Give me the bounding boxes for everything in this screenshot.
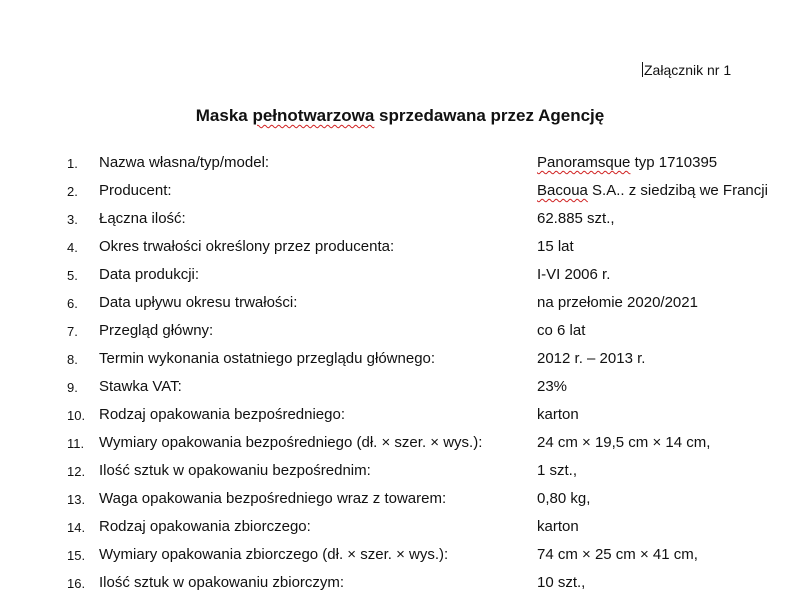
item-label: Ilość sztuk w opakowaniu bezpośrednim: bbox=[99, 462, 371, 479]
list-item bbox=[0, 178, 800, 206]
item-number: 8. bbox=[67, 352, 78, 367]
item-value-part: 24 cm × 19,5 cm × 14 cm, bbox=[537, 434, 711, 451]
item-number: 11. bbox=[67, 436, 85, 451]
item-number: 7. bbox=[67, 324, 78, 339]
item-value-part: I-VI 2006 r. bbox=[537, 266, 611, 283]
item-label: Nazwa własna/typ/model: bbox=[99, 154, 270, 171]
item-value-part: 74 cm × 25 cm × 41 cm, bbox=[537, 546, 698, 563]
item-value-part: karton bbox=[537, 406, 579, 423]
item-value-part: Panoramsque bbox=[537, 154, 631, 171]
item-number: 16. bbox=[67, 576, 86, 591]
item-label: Przegląd główny: bbox=[99, 322, 214, 339]
item-value-part: 23% bbox=[537, 378, 568, 395]
item-value bbox=[537, 350, 645, 367]
item-label: Waga opakowania bezpośredniego wraz z towarem: bbox=[99, 490, 447, 507]
item-value bbox=[537, 490, 590, 507]
list-item bbox=[0, 206, 800, 234]
item-value bbox=[537, 574, 585, 591]
item-number: 1. bbox=[67, 156, 78, 171]
item-number: 3. bbox=[67, 212, 78, 227]
item-value-part: karton bbox=[537, 518, 579, 535]
item-label: Rodzaj opakowania zbiorczego: bbox=[99, 518, 311, 535]
list-item bbox=[0, 290, 800, 318]
item-value-part: na przełomie 2020/2021 bbox=[537, 294, 698, 311]
list-item bbox=[0, 234, 800, 262]
item-value bbox=[537, 546, 698, 563]
item-value bbox=[537, 182, 768, 199]
list-item bbox=[0, 486, 800, 514]
item-number: 9. bbox=[67, 380, 78, 395]
item-value-part: 62.885 szt., bbox=[537, 210, 615, 227]
item-label: Data upływu okresu trwałości: bbox=[99, 294, 298, 311]
item-value bbox=[537, 518, 579, 535]
list-item bbox=[0, 430, 800, 458]
item-value bbox=[537, 294, 698, 311]
item-value-part: 1 szt., bbox=[537, 462, 578, 479]
spec-list bbox=[0, 150, 800, 598]
item-value-part: 2012 r. – 2013 r. bbox=[537, 350, 646, 367]
item-value bbox=[537, 462, 577, 479]
item-value bbox=[537, 434, 710, 451]
item-number: 4. bbox=[67, 240, 78, 255]
item-value-part: S.A.. z siedzibą we Francji bbox=[587, 182, 768, 199]
list-item bbox=[0, 542, 800, 570]
list-item bbox=[0, 318, 800, 346]
text-cursor bbox=[642, 62, 643, 77]
list-item bbox=[0, 346, 800, 374]
list-item bbox=[0, 570, 800, 598]
title-part: Maska bbox=[195, 106, 253, 125]
item-value bbox=[537, 238, 574, 255]
list-item bbox=[0, 374, 800, 402]
item-label: Data produkcji: bbox=[99, 266, 200, 283]
item-label: Ilość sztuk w opakowaniu zbiorczym: bbox=[99, 574, 345, 591]
item-number: 10. bbox=[67, 408, 86, 423]
list-item bbox=[0, 514, 800, 542]
annex-text: Załącznik nr 1 bbox=[644, 62, 732, 78]
item-label: Producent: bbox=[99, 182, 172, 199]
item-label: Termin wykonania ostatniego przeglądu głównego: bbox=[99, 350, 436, 367]
item-label: Wymiary opakowania zbiorczego (dł. × szer. × wys.): bbox=[99, 546, 449, 563]
item-value-part: 10 szt., bbox=[537, 574, 586, 591]
item-value-part: 15 lat bbox=[537, 238, 574, 255]
item-label: Wymiary opakowania bezpośredniego (dł. × szer. × wys.): bbox=[99, 434, 483, 451]
item-label: Rodzaj opakowania bezpośredniego: bbox=[99, 406, 346, 423]
item-number: 14. bbox=[67, 520, 86, 535]
item-value-part: 0,80 kg, bbox=[537, 490, 591, 507]
annex-label bbox=[642, 62, 731, 78]
item-value-part: typ 1710395 bbox=[630, 154, 718, 171]
item-number: 5. bbox=[67, 268, 78, 283]
item-label: Łączna ilość: bbox=[99, 210, 186, 227]
item-value bbox=[537, 378, 567, 395]
item-label: Okres trwałości określony przez producenta: bbox=[99, 238, 395, 255]
list-item bbox=[0, 150, 800, 178]
item-value bbox=[537, 406, 579, 423]
item-label: Stawka VAT: bbox=[99, 378, 182, 395]
title-part: sprzedawana przez Agencję bbox=[374, 106, 605, 125]
document-title bbox=[0, 106, 800, 126]
item-number: 12. bbox=[67, 464, 86, 479]
item-value bbox=[537, 322, 585, 339]
item-number: 13. bbox=[67, 492, 86, 507]
item-number: 2. bbox=[67, 184, 78, 199]
item-number: 6. bbox=[67, 296, 78, 311]
item-value-part: co 6 lat bbox=[537, 322, 586, 339]
item-value bbox=[537, 154, 717, 171]
list-item bbox=[0, 458, 800, 486]
item-number: 15. bbox=[67, 548, 86, 563]
item-value-part: Bacoua bbox=[537, 182, 588, 199]
list-item bbox=[0, 402, 800, 430]
item-value bbox=[537, 266, 610, 283]
item-value bbox=[537, 210, 615, 227]
title-part-spellcheck: pełnotwarzowa bbox=[252, 106, 375, 125]
list-item bbox=[0, 262, 800, 290]
